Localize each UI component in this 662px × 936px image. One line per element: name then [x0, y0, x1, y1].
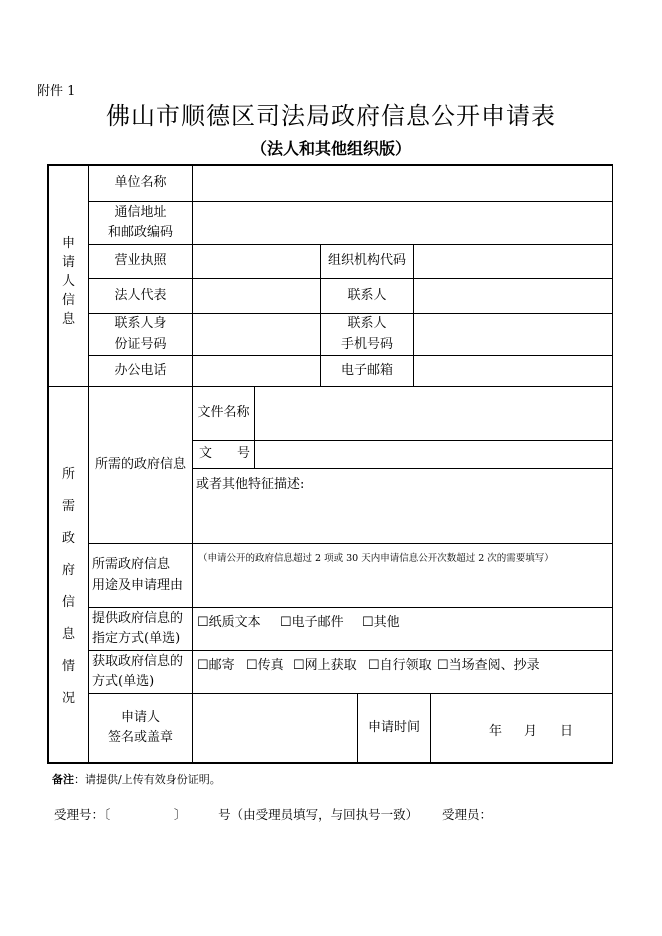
- business-license-field[interactable]: [193, 245, 320, 278]
- provide-method-label: 提供政府信息的 指定方式(单选): [92, 610, 184, 646]
- attachment-label: 附件 1: [37, 84, 76, 99]
- purpose-note: （申请公开的政府信息超过 2 项或 30 天内申请信息公开次数超过 2 次的需要填写）: [198, 553, 554, 564]
- legal-rep-label: 法人代表: [114, 287, 167, 303]
- obtain-option-self-pickup[interactable]: ☐自行领取: [368, 658, 432, 673]
- required-info-label: 所需的政府信息: [94, 456, 186, 472]
- contact-mobile-label: 联系人 手机号码: [340, 316, 393, 352]
- obtain-option-online[interactable]: ☐网上获取: [293, 658, 357, 673]
- legal-rep-field[interactable]: [193, 279, 320, 313]
- obtain-option-mail[interactable]: ☐邮寄: [197, 658, 235, 673]
- day-label: 日: [560, 724, 574, 739]
- address-label: 通信地址 和邮政编码: [107, 204, 173, 240]
- provide-option-email[interactable]: ☐电子邮件: [280, 615, 344, 630]
- info-section-label: 所 需 政 府 信 息 情 况: [61, 467, 75, 706]
- email-label: 电子邮箱: [340, 362, 393, 378]
- obtain-option-fax[interactable]: ☐传真: [246, 658, 284, 673]
- purpose-field[interactable]: [193, 566, 612, 606]
- signature-field[interactable]: [193, 694, 357, 762]
- office-phone-label: 办公电话: [114, 362, 167, 378]
- org-code-field[interactable]: [414, 245, 612, 278]
- other-desc-label: 或者其他特征描述:: [196, 477, 305, 492]
- doc-name-field[interactable]: [255, 387, 612, 440]
- doc-number-label: 文 号: [199, 446, 250, 462]
- address-field[interactable]: [193, 202, 612, 244]
- applicant-signature-label: 申请人 签名或盖章: [107, 709, 173, 745]
- contact-mobile-field[interactable]: [414, 314, 612, 355]
- year-label: 年: [489, 724, 503, 739]
- note: 备注：请提供/上传有效身份证明。: [52, 773, 221, 786]
- email-field[interactable]: [414, 356, 612, 386]
- org-code-label: 组织机构代码: [327, 253, 406, 269]
- contact-id-field[interactable]: [193, 314, 320, 355]
- contact-id-label: 联系人身 份证号码: [114, 316, 167, 352]
- provide-option-paper[interactable]: ☐纸质文本: [197, 615, 261, 630]
- page-subtitle: （法人和其他组织版）: [250, 139, 411, 158]
- applicant-section-label: 申 请 人 信 息: [61, 236, 75, 327]
- doc-number-field[interactable]: [255, 441, 612, 468]
- obtain-method-label: 获取政府信息的 方式(单选): [92, 653, 184, 689]
- unit-name-field[interactable]: [193, 166, 612, 201]
- contact-person-label: 联系人: [347, 287, 387, 303]
- obtain-option-onsite[interactable]: ☐当场查阅、抄录: [437, 658, 540, 673]
- provide-option-other[interactable]: ☐其他: [362, 615, 400, 630]
- contact-person-field[interactable]: [414, 279, 612, 313]
- acceptance-footer: 受理号：〔 〕 号（由受理员填写，与回执号一致） 受理员：: [54, 807, 492, 822]
- unit-name-label: 单位名称: [114, 175, 167, 191]
- apply-time-label: 申请时间: [367, 719, 420, 735]
- other-desc-field[interactable]: [193, 492, 612, 542]
- page-title: 佛山市顺德区司法局政府信息公开申请表: [106, 102, 556, 130]
- month-label: 月: [524, 724, 538, 739]
- business-license-label: 营业执照: [114, 253, 167, 269]
- purpose-label: 所需政府信息 用途及申请理由: [92, 557, 184, 593]
- doc-name-label: 文件名称: [197, 405, 250, 421]
- office-phone-field[interactable]: [193, 356, 320, 386]
